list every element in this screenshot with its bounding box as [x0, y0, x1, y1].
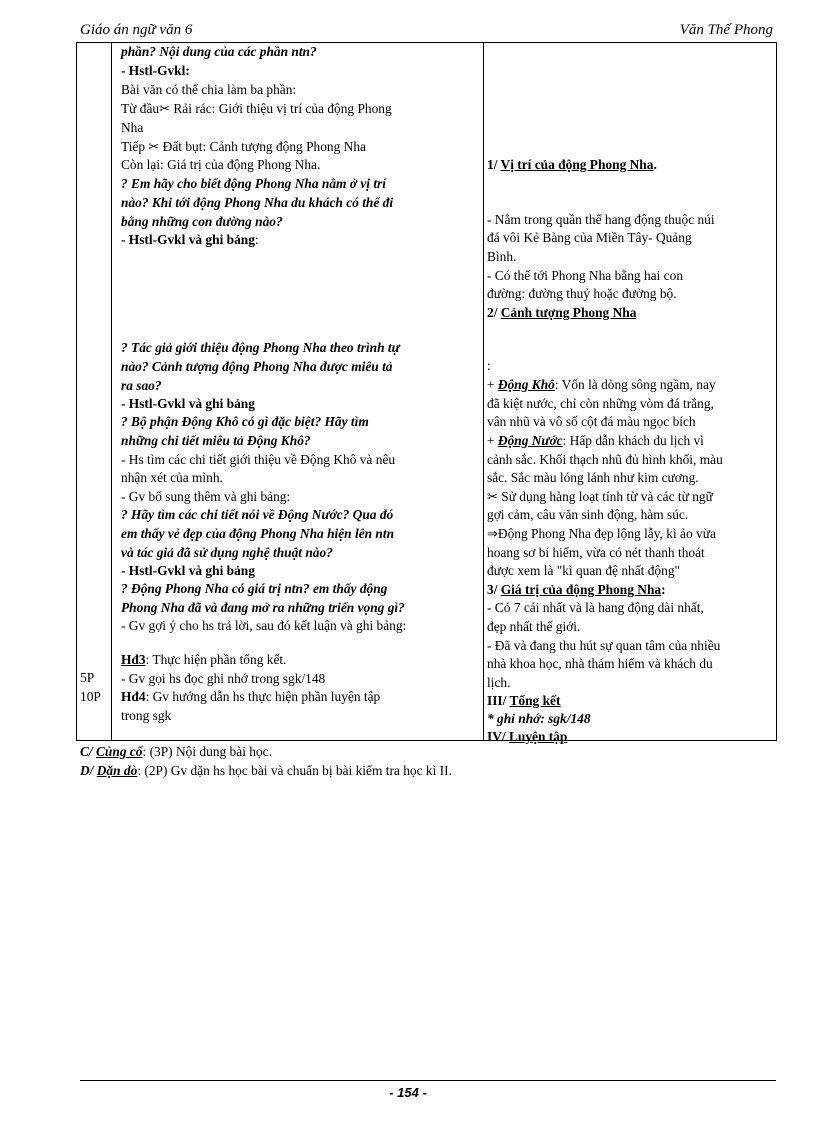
- text-line: ⇒Động Phong Nha đẹp lộng lẫy, kì ảo vừa: [487, 526, 716, 542]
- column-divider-2: [483, 43, 484, 740]
- text-line: Nha: [121, 120, 144, 135]
- text-line: được xem là "kì quan đệ nhất động": [487, 563, 680, 578]
- section-heading: 2/ Cảnh tượng Phong Nha: [487, 305, 637, 320]
- text-line: - Gv gợi ý cho hs trả lời, sau đó kết luận và ghi bảng:: [121, 618, 407, 633]
- header-right: Văn Thế Phong: [679, 22, 773, 38]
- lesson-table: [76, 42, 777, 744]
- arrow-icon: ⇒: [487, 527, 498, 542]
- question-text: và tác giả đã sử dụng nghệ thuật nào?: [121, 545, 333, 560]
- question-text: ? Động Phong Nha có giá trị ntn? em thấy động: [121, 581, 388, 596]
- scissors-icon: ✂: [487, 490, 498, 505]
- time-5p: 5P: [80, 670, 95, 685]
- text-line: nhận xét của mình.: [121, 470, 223, 485]
- section-heading: 1/ Vị trí của động Phong Nha.: [487, 157, 657, 172]
- text-line: cảnh sắc. Khối thạch nhũ đủ hình khối, màu: [487, 452, 723, 467]
- scissors-icon: ✂: [148, 140, 160, 155]
- text-line: gợi cảm, câu văn sinh động, hàm súc.: [487, 507, 689, 522]
- text-line: lịch.: [487, 675, 511, 690]
- text-line: Tiếp ✂ Đất bụt: Cảnh tượng động Phong Nha: [121, 139, 366, 155]
- section-heading: 3/ Giá trị của động Phong Nha:: [487, 582, 666, 597]
- text-line: + Động Khô: Vốn là dòng sông ngầm, nay: [487, 377, 716, 392]
- text-line: Từ đầu✂ Rải rác: Giới thiệu vị trí của động Phong: [121, 101, 392, 117]
- text-line: vân nhũ và vô số cột đá màu ngọc bích: [487, 414, 696, 429]
- section-heading: IV/ Luyện tập: [487, 729, 568, 744]
- scissors-icon: ✂: [159, 102, 171, 117]
- section-heading: III/ Tổng kết: [487, 693, 561, 708]
- text-line: - Hs tìm các chi tiết giới thiệu về Động Khô và nêu: [121, 452, 396, 467]
- text-line: - Gv bổ sung thêm và ghi bảng:: [121, 489, 291, 504]
- answer-label: - Hstl-Gvkl và ghi bảng: [121, 563, 255, 578]
- answer-label: - Hstl-Gvkl:: [121, 63, 190, 78]
- text-line: - Có thể tới Phong Nha bằng hai con: [487, 268, 684, 283]
- text-line: - Gv gọi hs đọc ghi nhớ trong sgk/148: [121, 671, 326, 686]
- text-line: hoang sơ bí hiểm, vừa có nét thanh thoát: [487, 545, 705, 560]
- text-line: đá vôi Kẻ Bàng của Miền Tây- Quảng: [487, 230, 692, 245]
- text-line: đường: đường thuỷ hoặc đường bộ.: [487, 286, 677, 301]
- answer-label: - Hstl-Gvkl và ghi bảng:: [121, 232, 259, 247]
- homework-line: D/ Dặn dò: (2P) Gv dặn hs học bài và chuẩn bị bài kiểm tra học kì II.: [80, 763, 452, 778]
- question-text: phần? Nội dung của các phần ntn?: [121, 44, 317, 59]
- page-number: - 154 -: [389, 1085, 427, 1100]
- text-line: Bài văn có thể chia làm ba phần:: [121, 82, 297, 97]
- page-header: [80, 22, 775, 43]
- text-line: - Đã và đang thu hút sự quan tâm của nhiều: [487, 638, 721, 653]
- question-text: ra sao?: [121, 378, 162, 393]
- text-line: đã kiệt nước, chỉ còn những vòm đá trắng,: [487, 396, 714, 411]
- text-line: đẹp nhất thế giới.: [487, 619, 581, 634]
- question-text: ? Bộ phận Động Khô có gì đặc biệt? Hãy tìm: [121, 414, 369, 429]
- text-line: - Nằm trong quần thể hang động thuộc núi: [487, 212, 715, 227]
- answer-label: - Hstl-Gvkl và ghi bảng: [121, 396, 255, 411]
- activity-4: Hđ4: Gv hướng dẫn hs thực hiện phần luyện tập: [121, 689, 381, 704]
- text-line: trong sgk: [121, 708, 172, 723]
- activity-3: Hđ3: Thực hiện phần tổng kết.: [121, 652, 287, 667]
- consolidation-line: C/ Củng cố: (3P) Nội dung bài học.: [80, 744, 272, 759]
- question-text: ? Tác giả giới thiệu động Phong Nha theo trình tự: [121, 340, 400, 355]
- text-line: nhà khoa học, nhà thám hiểm và khách du: [487, 656, 713, 671]
- time-10p: 10P: [80, 689, 101, 704]
- footer-rule: [80, 1080, 776, 1081]
- question-text: những chi tiết miêu tả Động Khô?: [121, 433, 311, 448]
- question-text: nào? Khi tới động Phong Nha du khách có thể đi: [121, 195, 394, 210]
- column-divider-1: [111, 43, 112, 740]
- text-line: sắc. Sắc màu lóng lánh như kim cương.: [487, 470, 699, 485]
- question-text: nào? Cảnh tượng động Phong Nha được miêu tả: [121, 359, 393, 374]
- header-left: Giáo án ngữ văn 6: [80, 22, 193, 38]
- text-line: :: [487, 358, 491, 373]
- text-line: + Động Nước: Hấp dẫn khách du lịch vì: [487, 433, 704, 448]
- text-line: Bình.: [487, 249, 517, 264]
- question-text: ? Hãy tìm các chi tiết nói về Động Nước? Qua đó: [121, 507, 394, 522]
- question-text: em thấy vẻ đẹp của động Phong Nha hiện lên ntn: [121, 526, 395, 541]
- question-text: ? Em hãy cho biết động Phong Nha nằm ở vị trí: [121, 176, 386, 191]
- note-line: * ghi nhớ: sgk/148: [487, 711, 591, 726]
- text-line: - Có 7 cái nhất và là hang động dài nhất,: [487, 600, 704, 615]
- text-line: Còn lại: Giá trị của động Phong Nha.: [121, 157, 321, 172]
- text-line: ✂ Sử dụng hàng loạt tính từ và các từ ngữ: [487, 489, 713, 505]
- question-text: bằng những con đường nào?: [121, 214, 283, 229]
- question-text: Phong Nha đã và đang mở ra những triển vọng gì?: [121, 600, 405, 615]
